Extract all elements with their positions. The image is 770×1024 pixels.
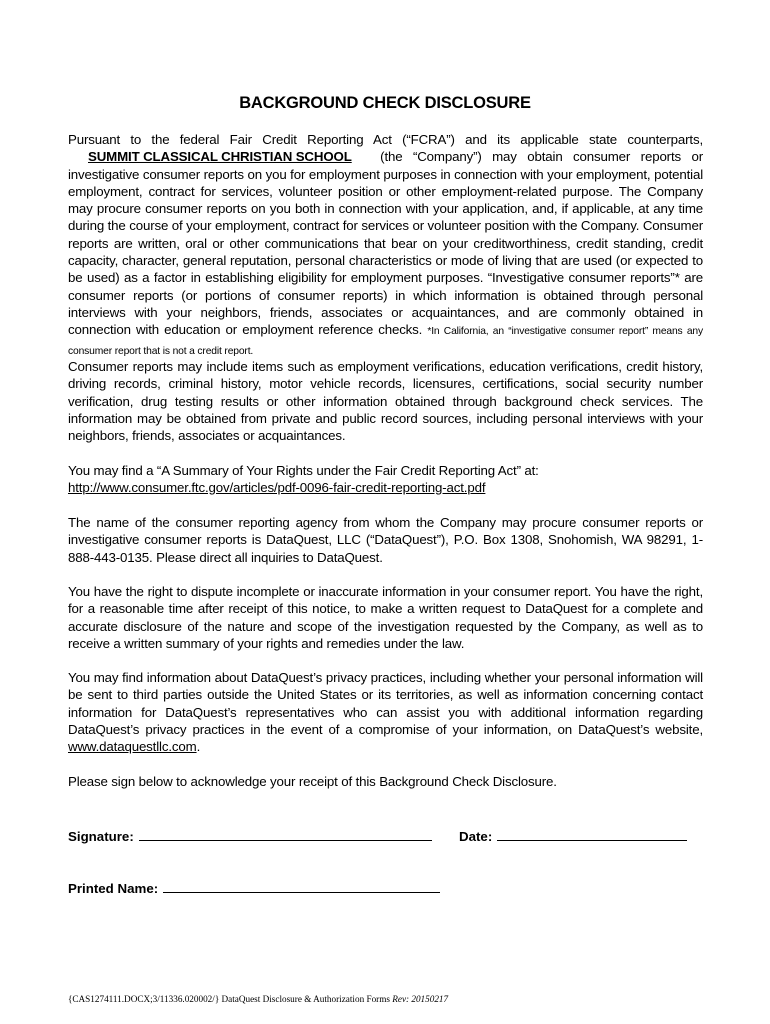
paragraph-acknowledge: Please sign below to acknowledge your receipt of this Background Check Disclosure. [68,774,557,789]
paragraph-agency: The name of the consumer reporting agency from whom the Company may procure consumer reports or investigative consumer reports is DataQuest, LLC (“DataQuest”), P.O. Box 1308, Snohomish, WA 98291, 1-888-443-0135. Please direct all inquiries to DataQuest. [68,515,703,565]
footer-revision: Rev: 20150217 [392,994,449,1004]
date-label: Date: [459,829,493,844]
paragraph-report-contents: Consumer reports may include items such as employment verifications, education verifications, credit history, driving records, criminal history, motor vehicle records, licensures, certifications, social security number verification, drug testing results or other information obtained through background check services. The information may be obtained from private and public record sources, including personal interviews with your neighbors, friends, associates or acquaintances. [68,359,703,444]
document-footer [68,994,448,1004]
fcra-intro: Pursuant to the federal Fair Credit Reporting Act (“FCRA”) and its applicable state counterparts, [68,132,703,147]
paragraph-rights-summary [68,462,703,497]
date-field[interactable] [497,828,687,841]
printed-name-row [68,880,440,896]
paragraph-privacy [68,669,703,755]
company-name-field[interactable]: SUMMIT CLASSICAL CHRISTIAN SCHOOL [88,149,352,165]
fcra-body: (the “Company”) may obtain consumer reports or investigative consumer reports on you for employment purposes in connection with your employment, potential employment, contract for services, volunteer position or other employment-related purpose. The Company may procure consumer reports on you both in connection with your application, and, if applicable, at any time during the course of your employment, contract for services or volunteer position with the Company. Consumer reports are written, oral or other communications that bear on your creditworthiness, credit standing, credit capacity, character, general reputation, personal characteristics or mode of living that are used (or expected to be used) as a factor in establishing eligibility for employment purposes. “Investigative consumer reports”* are consumer reports (or portions of consumer reports) in which information is obtained through personal interviews with your neighbors, friends, associates or acquaintances, and are commonly obtained in connection with education or employment reference checks. [68,149,703,338]
paragraph-fcra [68,131,703,360]
date-row [459,828,687,844]
printed-name-label: Printed Name: [68,881,159,896]
paragraph-dispute: You have the right to dispute incomplete or inaccurate information in your consumer report. You have the right, for a reasonable time after receipt of this notice, to make a written request to DataQuest for a complete and accurate disclosure of the nature and scope of the investigation requested by the Company, as well as to receive a written summary of your rights and remedies under the law. [68,584,703,651]
signature-row [68,828,432,844]
signature-label: Signature: [68,829,134,844]
privacy-text: You may find information about DataQuest’s privacy practices, including whether your personal information will be sent to third parties outside the United States or its territories, as well as information concerning contact information for DataQuest’s representatives who can assist you with additional information regarding DataQuest’s privacy practices in the event of a compromise of your information, on DataQuest’s website, [68,670,703,737]
signature-field[interactable] [139,828,432,841]
ftc-link[interactable]: http://www.consumer.ftc.gov/articles/pdf-0096-fair-credit-reporting-act.pdf [68,480,486,496]
california-footnote: *In California, an “investigative consumer report” means any consumer report that is not a credit report. [68,326,703,357]
dataquest-website-link[interactable]: www.dataquestllc.com [68,739,197,755]
footer-doc-id: {CAS1274111.DOCX;3/11336.020002/} DataQuest Disclosure & Authorization Forms [68,994,393,1004]
rights-summary-text: You may find a “A Summary of Your Rights under the Fair Credit Reporting Act” at: [68,463,539,478]
printed-name-field[interactable] [163,880,440,893]
page-title: BACKGROUND CHECK DISCLOSURE [239,94,531,112]
privacy-end: . [196,739,201,755]
